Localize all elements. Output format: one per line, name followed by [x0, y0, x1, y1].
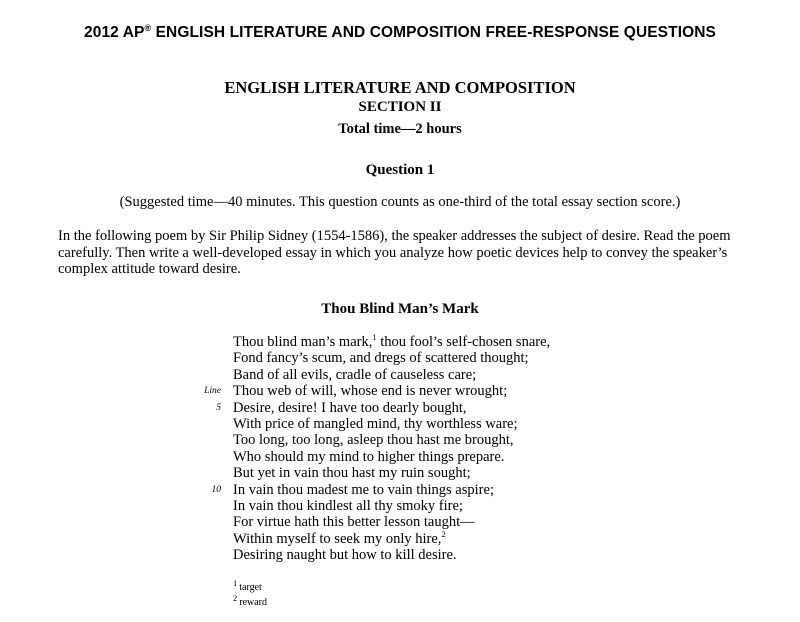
- line-number-10: 10: [211, 484, 221, 495]
- poem-line-6: With price of mangled mind, thy worthless ware;: [233, 415, 518, 432]
- poem-line-4-text: Thou web of will, whose end is never wrought;: [233, 383, 508, 400]
- poem-line-13-text: Within myself to seek my only hire,: [233, 530, 442, 547]
- header-suffix: ENGLISH LITERATURE AND COMPOSITION FREE-RESPONSE QUESTIONS: [151, 24, 716, 41]
- question-heading: Question 1: [365, 162, 435, 178]
- footnote-2: [233, 592, 268, 610]
- footnote-1: [233, 577, 267, 595]
- poem-line-1-text: Thou blind man’s mark,: [233, 334, 373, 350]
- section-title: ENGLISH LITERATURE AND COMPOSITION: [224, 78, 576, 97]
- poem-title: Thou Blind Man’s Mark: [321, 301, 479, 317]
- poem-line-10: [211, 481, 550, 498]
- poem-line-2: Fond fancy’s scum, and dregs of scattered thought;: [233, 350, 529, 367]
- poem-line-12: For virtue hath this better lesson taught—: [233, 514, 475, 531]
- poem-line-3: Band of all evils, cradle of causeless care;: [233, 366, 477, 383]
- page-header: [0, 24, 800, 42]
- question-prompt: In the following poem by Sir Philip Sidney (1554-1586), the speaker addresses the subject of desire. Read the poem carefully. Then write a well-developed essay in which you analyze how poetic devices help to convey the speaker’s complex attitude toward desire.: [58, 228, 731, 277]
- footnote-ref-2: 2: [441, 528, 446, 539]
- poem-line-13: [233, 528, 550, 547]
- footnote-ref-1: 1: [372, 332, 377, 343]
- registered-mark: ®: [144, 22, 152, 33]
- poem-line-10-text: In vain thou madest me to vain things aspire;: [233, 481, 494, 498]
- footnotes: [233, 577, 268, 610]
- poem-line-5-text: Desire, desire! I have too dearly bought,: [233, 399, 467, 416]
- footnote-text: target: [239, 582, 262, 593]
- footnote-number: 1: [233, 577, 238, 588]
- footnote-text: reward: [239, 597, 268, 608]
- footnote-number: 2: [233, 592, 238, 603]
- poem-line-1: [233, 334, 550, 350]
- line-marker-label: Line: [204, 386, 221, 397]
- poem-body: [204, 332, 551, 564]
- header-prefix: 2012 AP: [84, 24, 145, 41]
- poem-line-1-rest: thou fool’s self-chosen snare,: [376, 334, 551, 350]
- poem-line-9: But yet in vain thou hast my ruin sought;: [233, 465, 471, 482]
- poem-line-11: In vain thou kindlest all thy smoky fire;: [233, 497, 463, 514]
- poem-line-7: Too long, too long, asleep thou hast me brought,: [233, 432, 514, 449]
- section-subtitle: SECTION II: [358, 99, 442, 115]
- total-time: Total time—2 hours: [338, 121, 462, 137]
- suggested-time: (Suggested time—40 minutes. This question counts as one-third of the total essay section score.): [119, 194, 681, 210]
- poem-line-5: [216, 399, 550, 416]
- poem-line-8: Who should my mind to higher things prepare.: [233, 448, 505, 465]
- line-number-5: 5: [216, 402, 221, 413]
- poem-line-4: [204, 383, 550, 400]
- poem-line-14: Desiring naught but how to kill desire.: [233, 547, 457, 564]
